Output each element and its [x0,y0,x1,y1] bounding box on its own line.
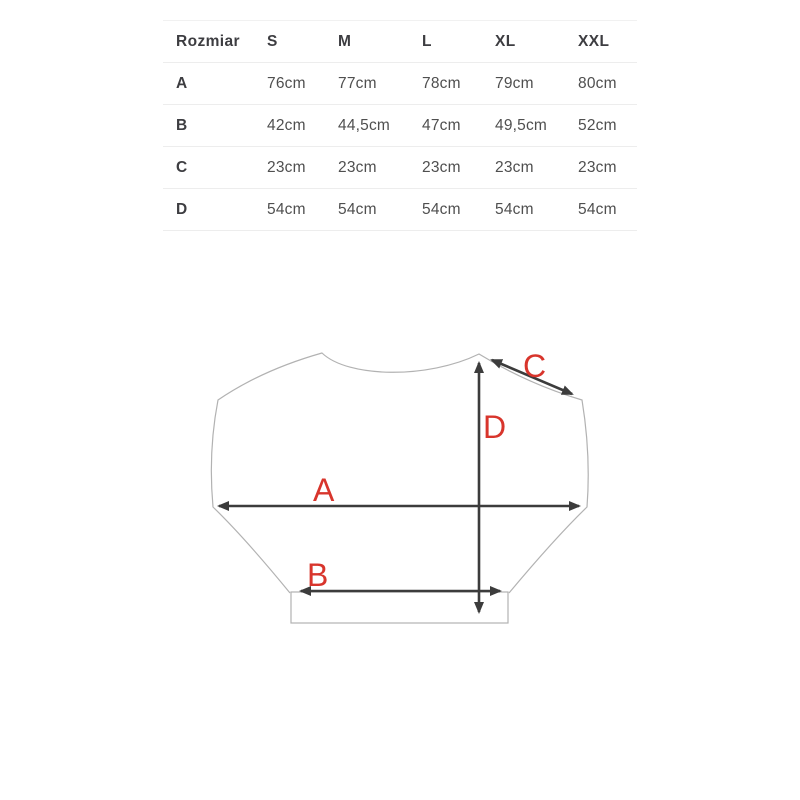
measurement-value: 54cm [578,200,617,218]
size-column-l: L [422,32,432,50]
measurement-value: 42cm [267,116,306,134]
size-column-xxl: XXL [578,32,610,50]
measurement-value: 77cm [338,74,377,92]
measurement-value: 23cm [495,158,534,176]
measurement-value: 49,5cm [495,116,548,134]
measurement-value: 23cm [578,158,617,176]
label-b: B [307,557,329,593]
garment-outline [211,353,588,593]
measurement-value: 54cm [495,200,534,218]
measurement-value: 54cm [422,200,461,218]
size-column-xl: XL [495,32,516,50]
measurement-value: 23cm [338,158,377,176]
label-d: D [483,409,507,445]
measurement-value: 80cm [578,74,617,92]
measurement-value: 23cm [422,158,461,176]
measurement-value: 54cm [338,200,377,218]
measurement-value: 47cm [422,116,461,134]
size-column-header: Rozmiar [176,32,240,50]
measurement-value: 78cm [422,74,461,92]
label-c: C [523,348,547,384]
row-label: D [176,200,188,218]
size-column-s: S [267,32,278,50]
row-label: B [176,116,188,134]
measurement-value: 54cm [267,200,306,218]
size-column-m: M [338,32,352,50]
label-a: A [313,472,335,508]
measurement-value: 44,5cm [338,116,391,134]
measurement-value: 76cm [267,74,306,92]
measurement-value: 23cm [267,158,306,176]
row-label: C [176,158,188,176]
measurement-value: 79cm [495,74,534,92]
measurement-value: 52cm [578,116,617,134]
row-label: A [176,74,188,92]
waistband-rect [291,592,508,623]
